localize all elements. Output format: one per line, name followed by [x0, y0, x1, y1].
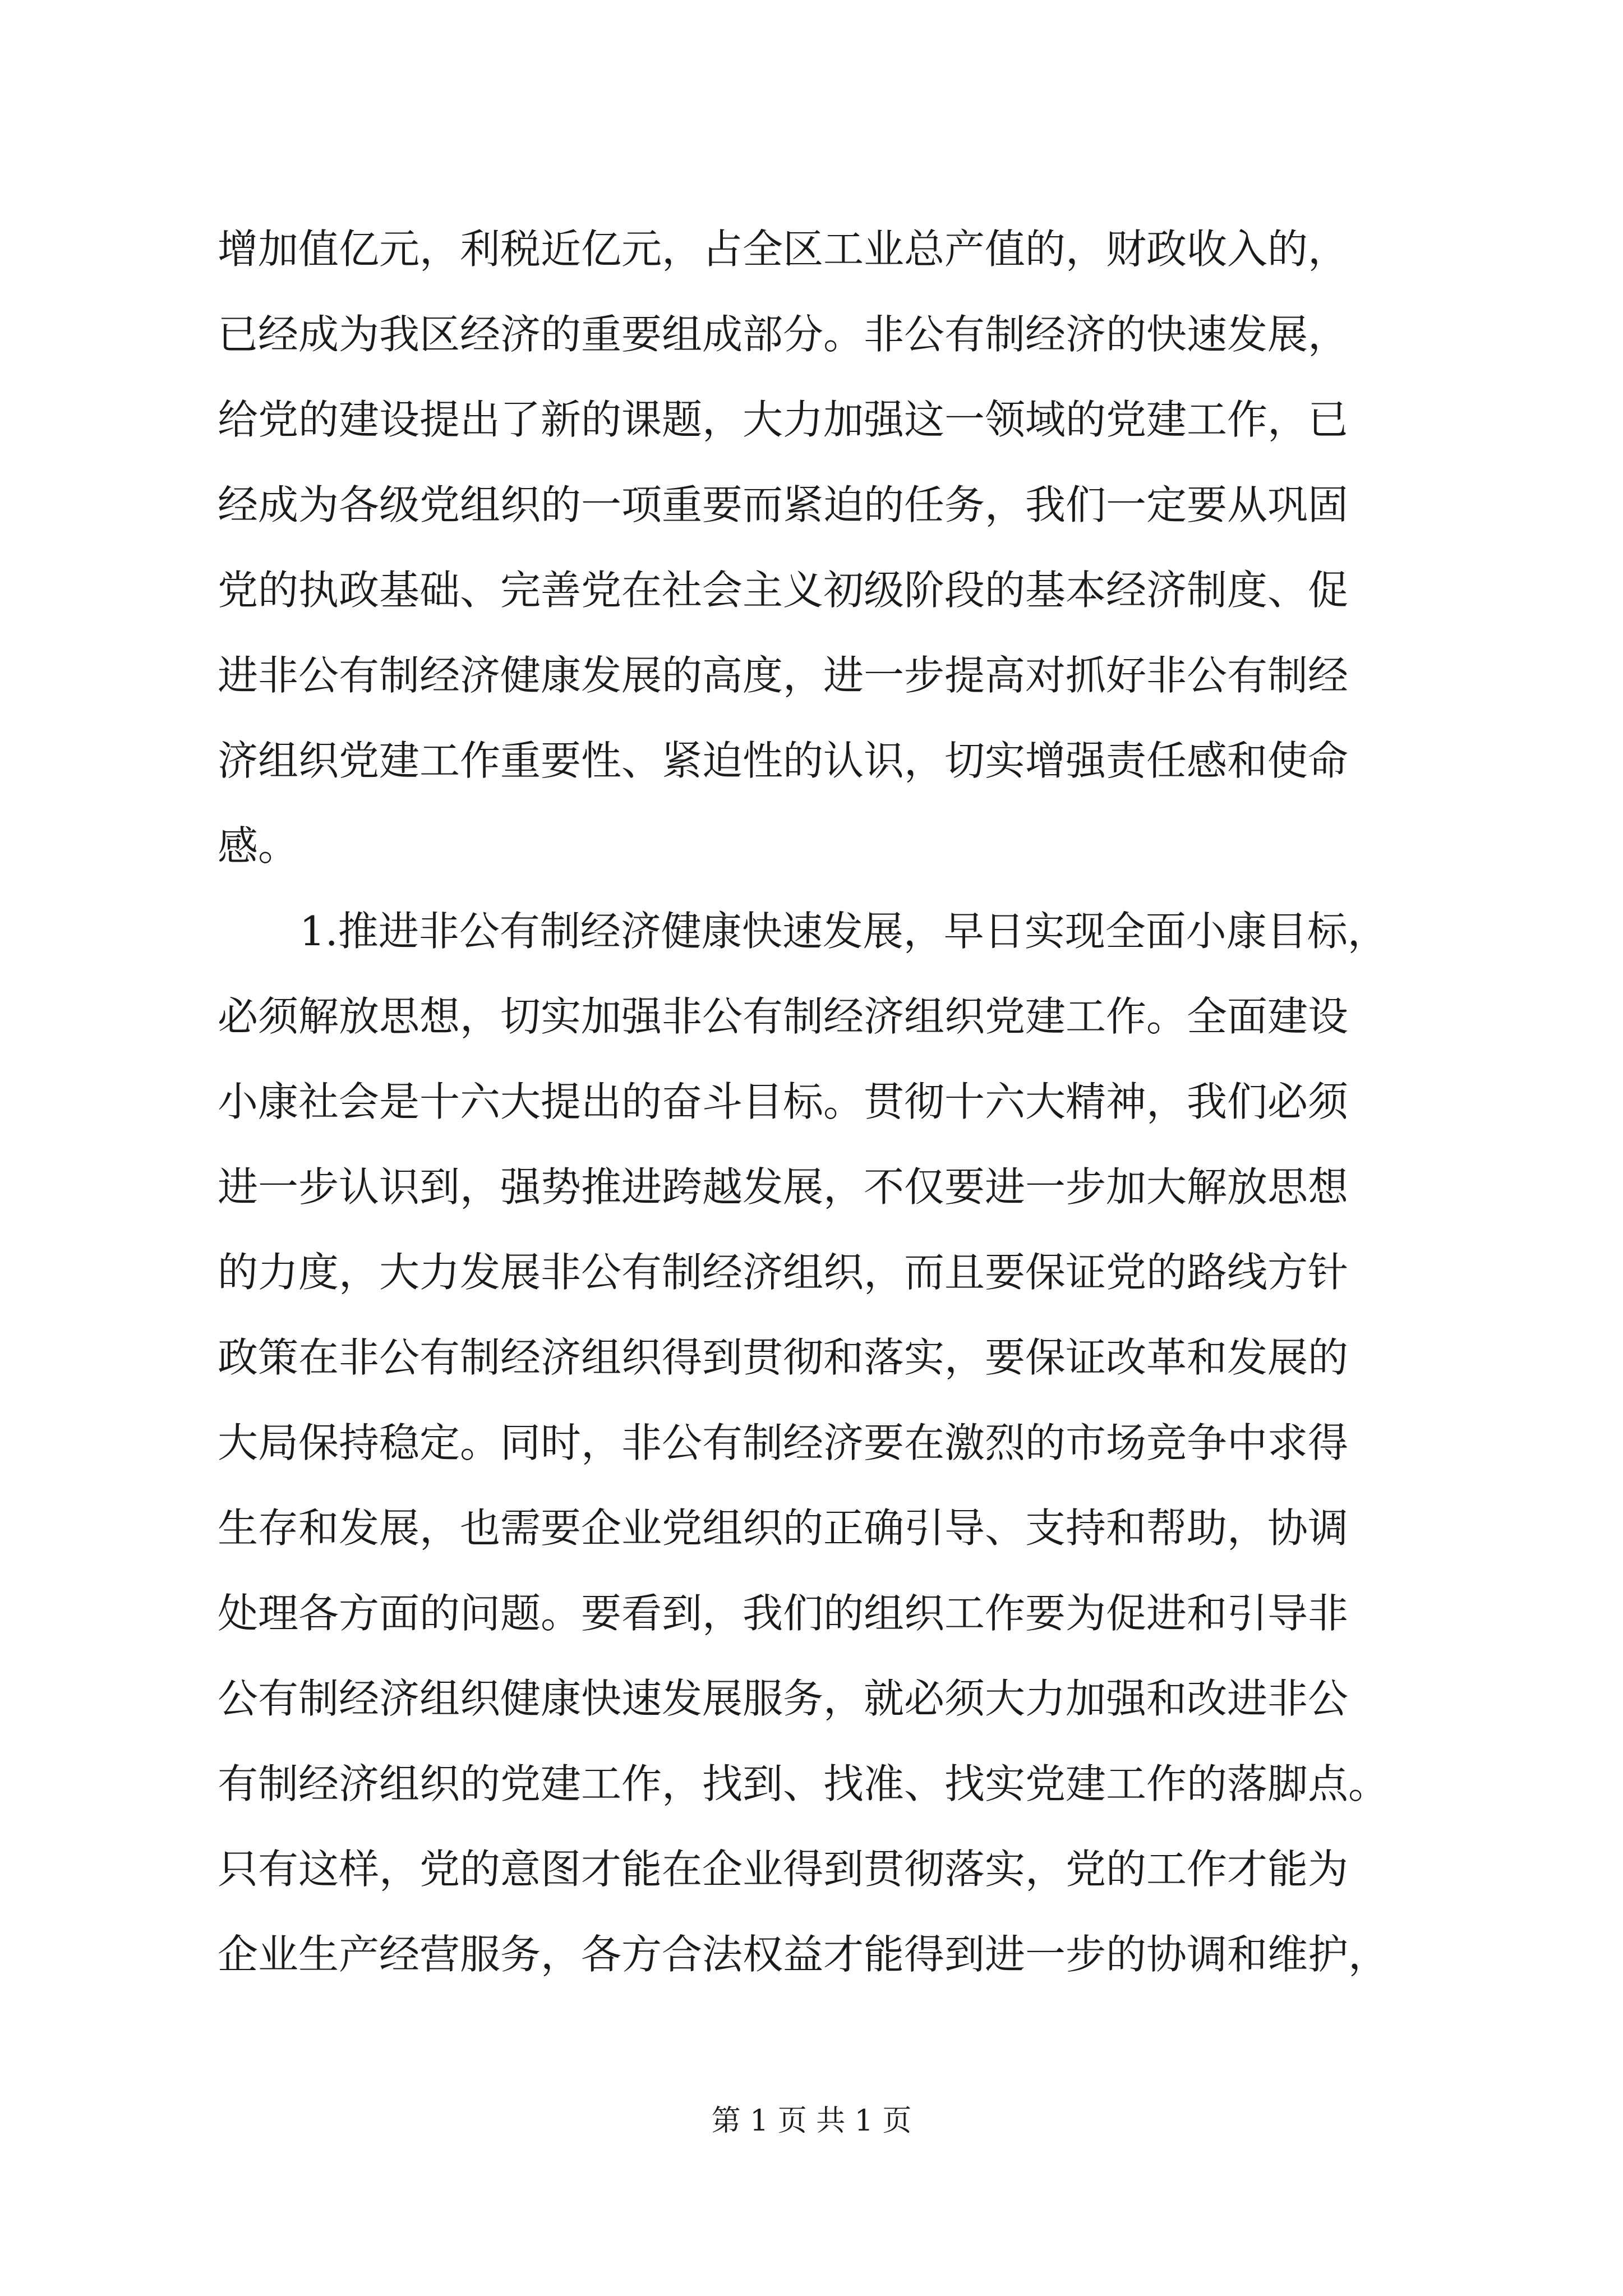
text-line: 增加值亿元，利税近亿元，占全区工业总产值的，财政收入的，: [218, 226, 1349, 273]
page-number: 第 1 页 共 1 页: [711, 2104, 912, 2138]
text-line: 的力度，大力发展非公有制经济组织，而且要保证党的路线方针: [218, 1249, 1349, 1296]
text-line: 生存和发展，也需要企业党组织的正确引导、支持和帮助，协调: [218, 1504, 1349, 1552]
text-line: 必须解放思想，切实加强非公有制经济组织党建工作。全面建设: [218, 993, 1349, 1040]
text-line: 济组织党建工作重要性、紧迫性的认识，切实增强责任感和使命: [218, 737, 1349, 784]
text-line: 大局保持稳定。同时，非公有制经济要在激烈的市场竞争中求得: [218, 1419, 1349, 1466]
text-line: 只有这样，党的意图才能在企业得到贯彻落实，党的工作才能为: [218, 1846, 1349, 1893]
text-line: 经成为各级党组织的一项重要而紧迫的任务，我们一定要从巩固: [218, 481, 1349, 528]
text-line: 党的执政基础、完善党在社会主义初级阶段的基本经济制度、促: [218, 567, 1349, 614]
text-line: 感。: [218, 822, 299, 869]
text-line: 公有制经济组织健康快速发展服务，就必须大力加强和改进非公: [218, 1675, 1349, 1722]
text-line: 给党的建设提出了新的课题，大力加强这一领域的党建工作，已: [218, 396, 1349, 443]
text-line: 有制经济组织的党建工作，找到、找准、找实党建工作的落脚点。: [218, 1760, 1389, 1807]
text-line: 进一步认识到，强势推进跨越发展，不仅要进一步加大解放思想: [218, 1163, 1349, 1211]
document-body: [218, 206, 1412, 1997]
text-line: 企业生产经营服务，各方合法权益才能得到进一步的协调和维护，: [218, 1931, 1389, 1978]
text-line: 已经成为我区经济的重要组成部分。非公有制经济的快速发展，: [218, 311, 1349, 358]
text-line: 小康社会是十六大提出的奋斗目标。贯彻十六大精神，我们必须: [218, 1078, 1349, 1125]
text-line: 处理各方面的问题。要看到，我们的组织工作要为促进和引导非: [218, 1590, 1349, 1637]
page-footer: [0, 2101, 1623, 2141]
paragraph-first-line: 1.推进非公有制经济健康快速发展，早日实现全面小康目标，: [299, 908, 1388, 955]
text-line: 政策在非公有制经济组织得到贯彻和落实，要保证改革和发展的: [218, 1334, 1349, 1381]
text-line: 进非公有制经济健康发展的高度，进一步提高对抓好非公有制经: [218, 652, 1349, 699]
